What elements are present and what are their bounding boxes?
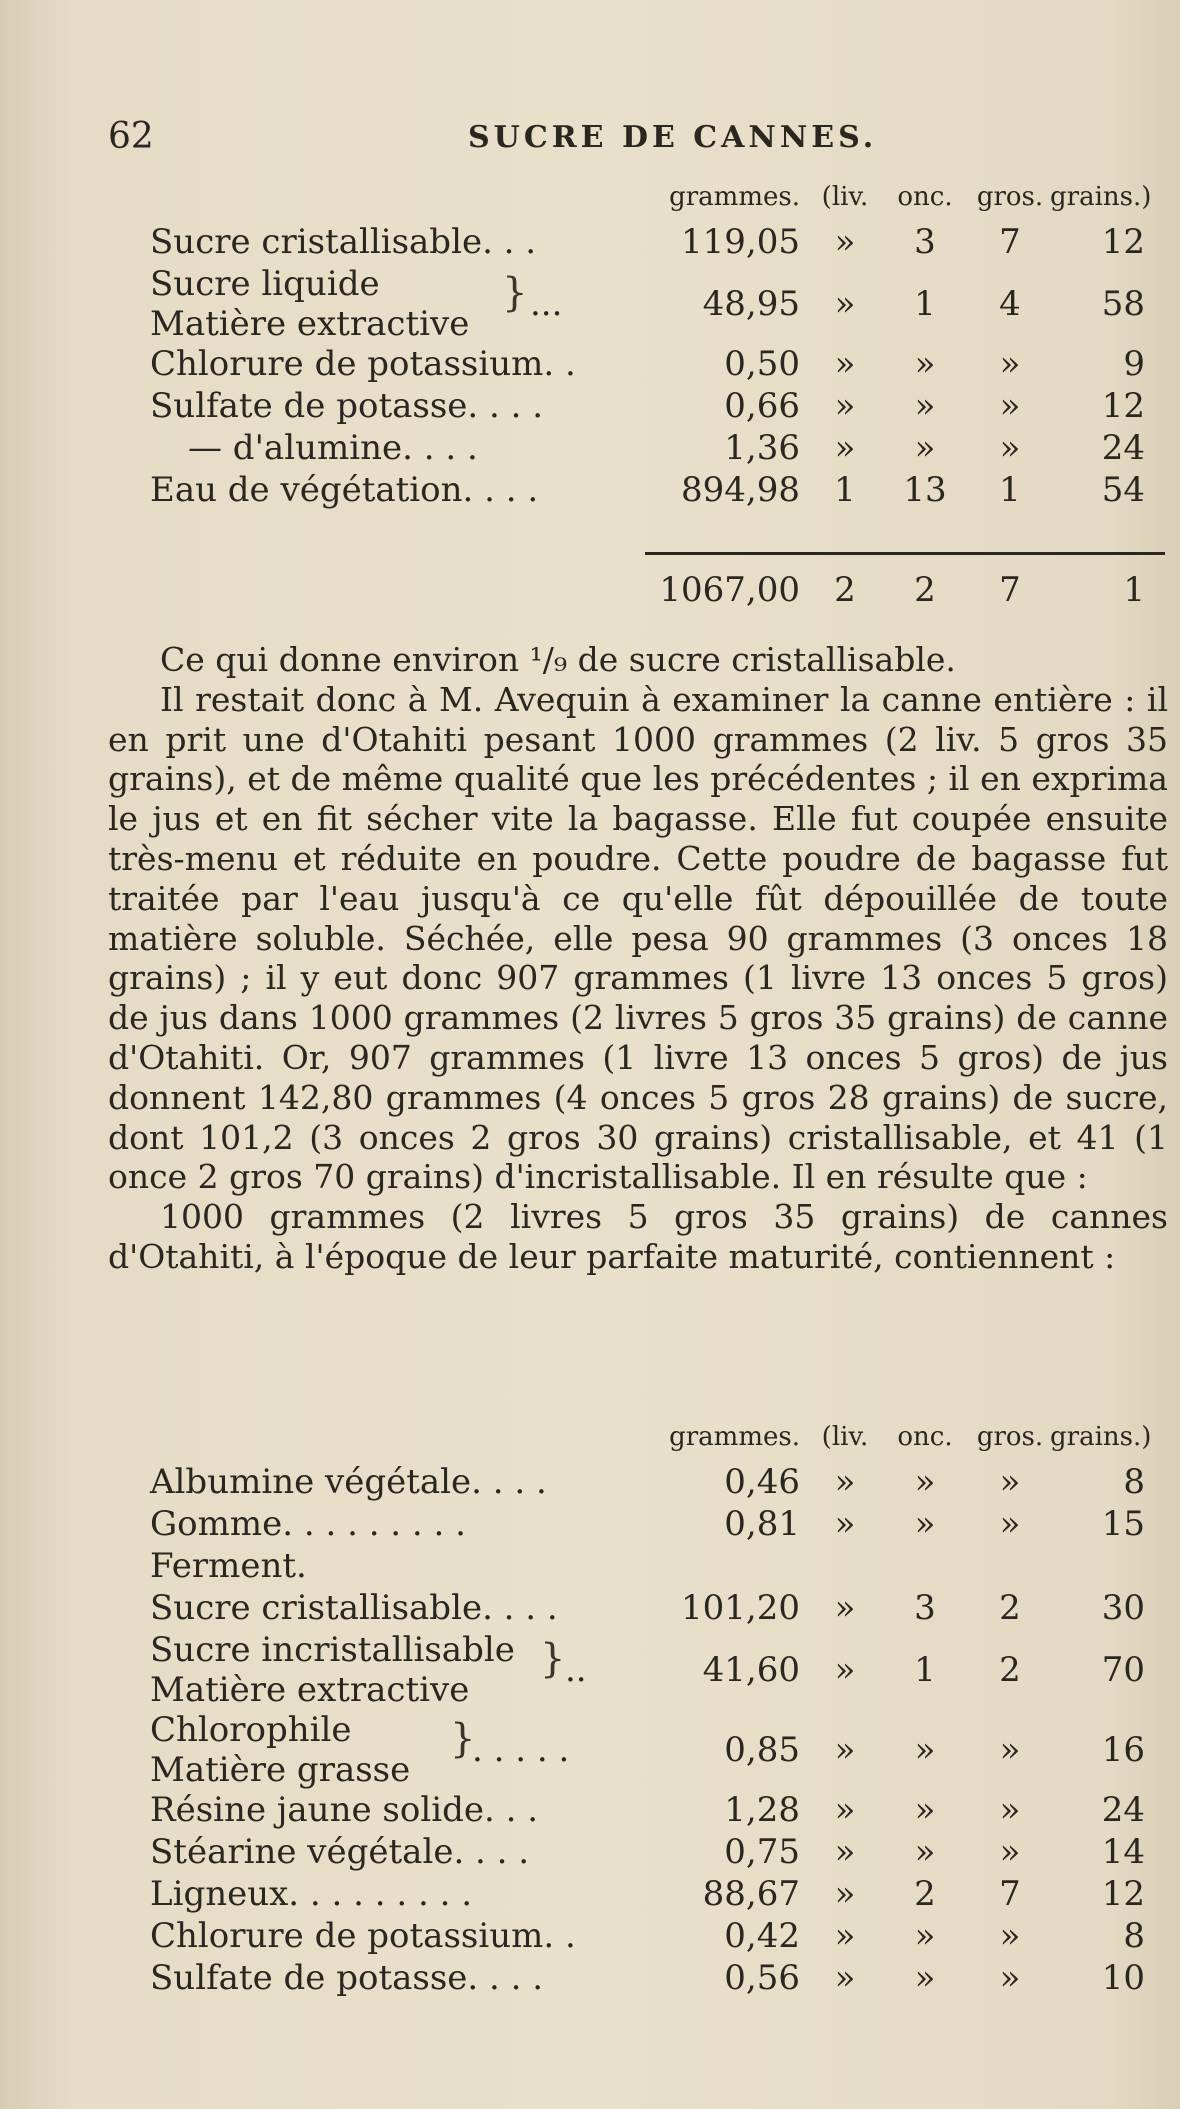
row-label-line1: Chlorophile — [150, 1710, 352, 1750]
row-label — [150, 1710, 411, 1790]
table-row — [150, 386, 1160, 428]
row-label: Ferment. — [150, 1546, 307, 1586]
total-onc: 2 — [914, 570, 936, 610]
cell-onc: » — [914, 344, 936, 384]
header-liv: (liv. — [821, 1422, 869, 1452]
table-row — [150, 1630, 1160, 1710]
row-label-line2: Matière extractive — [150, 1670, 470, 1710]
cell-grammes: 0,56 — [724, 1958, 800, 1998]
table-row — [150, 1832, 1160, 1874]
cell-grammes: 41,60 — [702, 1650, 800, 1690]
cell-grains: 12 — [1101, 1874, 1145, 1914]
cell-onc: 13 — [903, 470, 947, 510]
cell-onc: 1 — [914, 1650, 936, 1690]
row-label-line1: Sucre incristallisable — [150, 1630, 515, 1670]
cell-onc: » — [914, 1790, 936, 1830]
cell-onc: » — [914, 1730, 936, 1770]
cell-grains: 9 — [1123, 344, 1145, 384]
table-row — [150, 1462, 1160, 1504]
table-row — [150, 1710, 1160, 1790]
cell-grains: 14 — [1101, 1832, 1145, 1872]
row-label: Sulfate de potasse. . . . — [150, 386, 544, 426]
cell-gros: 2 — [999, 1588, 1021, 1628]
cell-gros: » — [999, 1462, 1021, 1502]
cell-gros: 7 — [999, 222, 1021, 262]
total-gros: 7 — [999, 570, 1021, 610]
cell-liv: » — [834, 386, 856, 426]
table-row — [150, 264, 1160, 344]
row-label: Sulfate de potasse. . . . — [150, 1958, 544, 1998]
row-label-line1: Sucre liquide — [150, 264, 380, 304]
table-row — [150, 222, 1160, 264]
row-label: Sucre cristallisable. . . — [150, 222, 537, 262]
cell-liv: » — [834, 1588, 856, 1628]
cell-liv: » — [834, 1650, 856, 1690]
paragraph-experiment: Il restait donc à M. Avequin à examiner la canne entière : il en prit une d'Otahiti pesant 1000 grammes (2 liv. 5 gros 35 grains), et de même qualité que les précédentes ; il en exprima le jus et en fit sécher vite la bagasse. Elle fut coupée ensuite très-menu et réduite en poudre. Cette poudre de bagasse fut traitée par l'eau jusqu'à ce qu'elle fût dépouillée de toute matière soluble. Séchée, elle pesa 90 grammes (3 onces 18 grains) ; il y eut donc 907 grammes (1 livre 13 onces 5 gros) de jus dans 1000 grammes (2 livres 5 gros 35 grains) de canne d'Otahiti. Or, 907 grammes (1 livre 13 onces 5 gros) de jus donnent 142,80 grammes (4 onces 5 gros 28 grains) de sucre, dont 101,2 (3 onces 2 gros 30 grains) cristallisable, et 41 (1 once 2 gros 70 grains) d'incristallisable. Il en résulte que : — [108, 679, 1168, 1197]
cell-gros: » — [999, 1504, 1021, 1544]
cell-grains: 58 — [1101, 284, 1145, 324]
header-grammes: grammes. — [669, 182, 800, 212]
cell-grammes: 0,50 — [724, 344, 800, 384]
cell-onc: » — [914, 1504, 936, 1544]
total-rule — [645, 552, 1165, 555]
cell-grains: 12 — [1101, 222, 1145, 262]
cell-grains: 8 — [1123, 1462, 1145, 1502]
cell-grammes: 1,36 — [724, 428, 800, 468]
table-row — [150, 1958, 1160, 2000]
cell-onc: » — [914, 1958, 936, 1998]
header-grains: grains.) — [1050, 1422, 1152, 1452]
cell-grains: 70 — [1101, 1650, 1145, 1690]
row-label: Sucre cristallisable. . . . — [150, 1588, 558, 1628]
cell-liv: » — [834, 1730, 856, 1770]
page-number: 62 — [108, 116, 154, 157]
cell-onc: » — [914, 428, 936, 468]
cell-gros: » — [999, 1916, 1021, 1956]
cell-grammes: 0,66 — [724, 386, 800, 426]
cell-grains: 12 — [1101, 386, 1145, 426]
row-label: Albumine végétale. . . . — [150, 1462, 547, 1502]
table-row — [150, 1874, 1160, 1916]
table-row — [150, 344, 1160, 386]
table-header — [150, 1422, 1160, 1462]
cell-onc: 1 — [914, 284, 936, 324]
cell-gros: » — [999, 1730, 1021, 1770]
cell-liv: » — [834, 1504, 856, 1544]
composition-table-juice — [150, 182, 1160, 512]
cell-grammes: 119,05 — [681, 222, 800, 262]
table-row — [150, 1504, 1160, 1546]
header-grammes: grammes. — [669, 1422, 800, 1452]
cell-liv: 1 — [834, 470, 856, 510]
cell-grammes: 0,85 — [724, 1730, 800, 1770]
cell-liv: » — [834, 1916, 856, 1956]
cell-grains: 16 — [1101, 1730, 1145, 1770]
cell-liv: » — [834, 344, 856, 384]
header-onc: onc. — [897, 1422, 953, 1452]
cell-onc: » — [914, 1462, 936, 1502]
table-row — [150, 428, 1160, 470]
table-header — [150, 182, 1160, 222]
cell-grains: 10 — [1101, 1958, 1145, 1998]
header-gros: gros. — [976, 182, 1044, 212]
cell-grains: 24 — [1101, 428, 1145, 468]
total-grains: 1 — [1123, 570, 1145, 610]
cell-gros: » — [999, 1958, 1021, 1998]
header-onc: onc. — [897, 182, 953, 212]
body-text — [108, 640, 1168, 1277]
cell-grains: 15 — [1101, 1504, 1145, 1544]
total-row — [150, 570, 1160, 616]
brace-icon: } — [450, 1716, 476, 1762]
header-gros: gros. — [976, 1422, 1044, 1452]
row-label: Gomme. . . . . . . . . — [150, 1504, 466, 1544]
cell-onc: » — [914, 1916, 936, 1956]
row-label — [150, 1630, 515, 1710]
cell-liv: » — [834, 1462, 856, 1502]
cell-grains: 24 — [1101, 1790, 1145, 1830]
table-row — [150, 470, 1160, 512]
paragraph-conclusion: 1000 grammes (2 livres 5 gros 35 grains) de cannes d'Otahiti, à l'époque de leur parfaite maturité, contiennent : — [108, 1197, 1168, 1276]
cell-liv: » — [834, 428, 856, 468]
cell-gros: » — [999, 1832, 1021, 1872]
total-grammes: 1067,00 — [659, 570, 800, 610]
cell-onc: 3 — [914, 222, 936, 262]
cell-liv: » — [834, 1790, 856, 1830]
table-row — [150, 1790, 1160, 1832]
cell-gros: » — [999, 386, 1021, 426]
leader-dots: .. — [565, 1650, 587, 1690]
cell-grammes: 0,75 — [724, 1832, 800, 1872]
leader-dots: ... — [530, 284, 563, 324]
header-liv: (liv. — [821, 182, 869, 212]
cell-onc: 3 — [914, 1588, 936, 1628]
cell-liv: » — [834, 1874, 856, 1914]
row-label-line2: Matière grasse — [150, 1750, 411, 1790]
cell-liv: » — [834, 1958, 856, 1998]
header-grains: grains.) — [1050, 182, 1152, 212]
page-header — [108, 116, 1140, 156]
row-label: Eau de végétation. . . . — [150, 470, 539, 510]
row-label-line2: Matière extractive — [150, 304, 470, 344]
table-row — [150, 1588, 1160, 1630]
cell-onc: 2 — [914, 1874, 936, 1914]
composition-table-cane — [150, 1422, 1160, 2000]
running-title: SUCRE DE CANNES. — [468, 120, 878, 155]
cell-grammes: 1,28 — [724, 1790, 800, 1830]
brace-icon: } — [540, 1636, 566, 1682]
cell-grains: 54 — [1101, 470, 1145, 510]
cell-grammes: 894,98 — [681, 470, 800, 510]
cell-gros: » — [999, 1790, 1021, 1830]
leader-dots: . . . . . — [472, 1730, 570, 1770]
brace-icon: } — [502, 270, 528, 316]
cell-gros: 4 — [999, 284, 1021, 324]
row-label: — d'alumine. . . . — [188, 428, 478, 468]
table-row — [150, 1916, 1160, 1958]
cell-grammes: 0,46 — [724, 1462, 800, 1502]
table-row — [150, 1546, 1160, 1588]
row-label: Chlorure de potassium. . — [150, 1916, 576, 1956]
cell-gros: » — [999, 344, 1021, 384]
cell-liv: » — [834, 222, 856, 262]
cell-grammes: 0,81 — [724, 1504, 800, 1544]
cell-liv: » — [834, 284, 856, 324]
row-label — [150, 264, 470, 344]
cell-liv: » — [834, 1832, 856, 1872]
cell-gros: 2 — [999, 1650, 1021, 1690]
row-label: Résine jaune solide. . . — [150, 1790, 538, 1830]
paragraph-ratio: Ce qui donne environ ¹/₉ de sucre cristallisable. — [160, 640, 956, 679]
cell-onc: » — [914, 386, 936, 426]
total-liv: 2 — [834, 570, 856, 610]
cell-grains: 30 — [1101, 1588, 1145, 1628]
cell-onc: » — [914, 1832, 936, 1872]
row-label: Stéarine végétale. . . . — [150, 1832, 530, 1872]
cell-gros: 7 — [999, 1874, 1021, 1914]
cell-gros: » — [999, 428, 1021, 468]
cell-grains: 8 — [1123, 1916, 1145, 1956]
row-label: Ligneux. . . . . . . . . — [150, 1874, 473, 1914]
cell-grammes: 48,95 — [702, 284, 800, 324]
cell-grammes: 101,20 — [681, 1588, 800, 1628]
cell-grammes: 0,42 — [724, 1916, 800, 1956]
cell-grammes: 88,67 — [702, 1874, 800, 1914]
row-label: Chlorure de potassium. . — [150, 344, 576, 384]
cell-gros: 1 — [999, 470, 1021, 510]
